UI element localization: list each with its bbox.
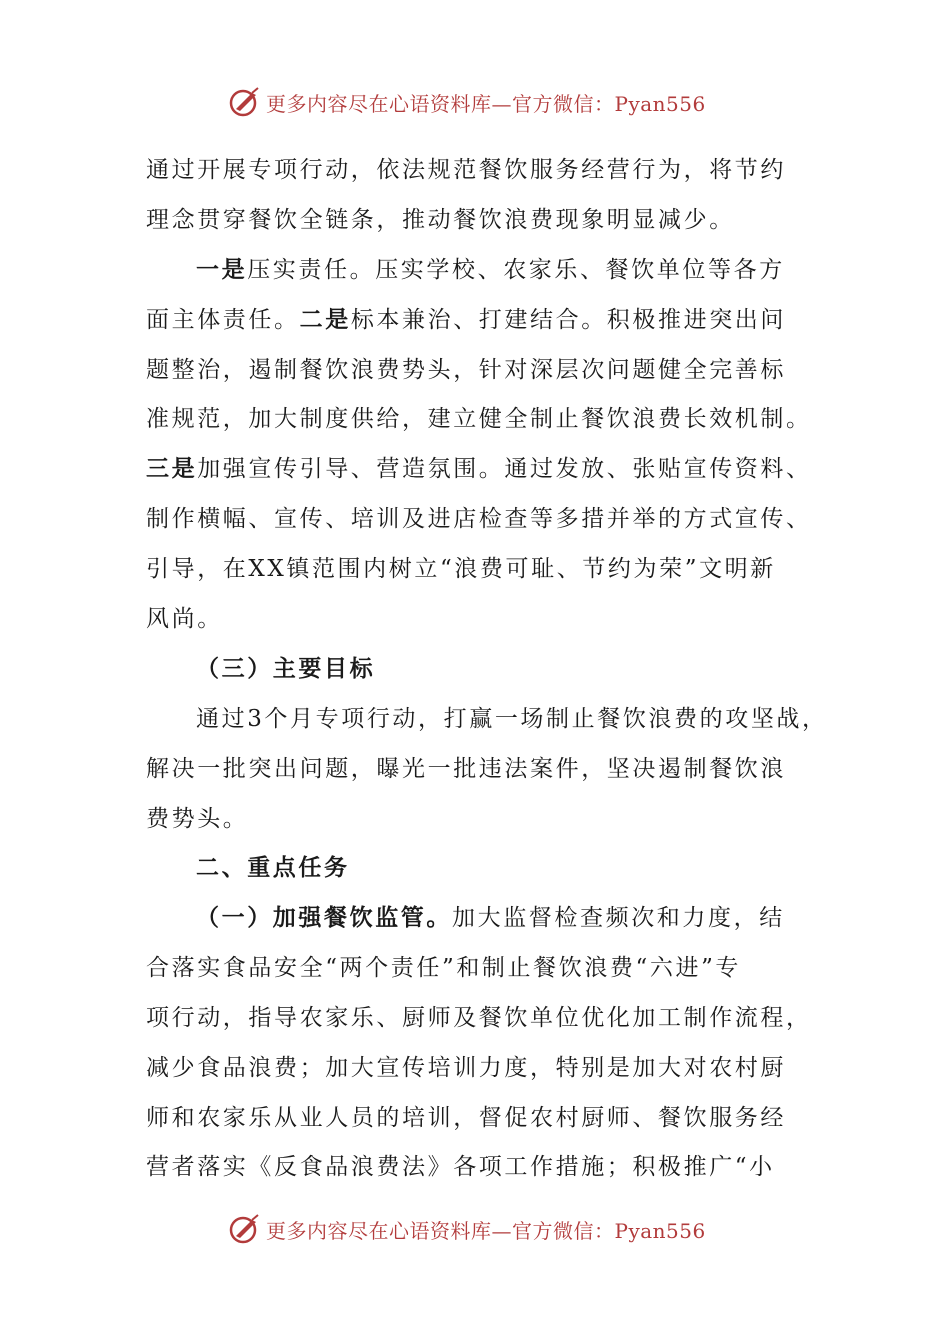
footer-watermark-text: 更多内容尽在心语资料库—官方微信：Pyan556 — [266, 1218, 706, 1243]
paragraph-line: 项行动，指导农家乐、厨师及餐饮单位优化加工制作流程， — [146, 1005, 812, 1031]
paragraph-line: 师和农家乐从业人员的培训，督促农村厨师、餐饮服务经 — [146, 1105, 786, 1131]
text-run: 加强宣传引导、营造氛围。通过发放、张贴宣传资料、 — [197, 456, 812, 482]
pen-logo-icon — [228, 1212, 262, 1246]
paragraph-line: 费势头。 — [146, 806, 249, 832]
header-watermark-text: 更多内容尽在心语资料库—官方微信：Pyan556 — [266, 91, 706, 116]
paragraph-line: 减少食品浪费；加大宣传培训力度，特别是加大对农村厨 — [146, 1055, 786, 1081]
text-run: 面主体责任。 — [146, 307, 300, 333]
paragraph-line: 准规范，加大制度供给，建立健全制止餐饮浪费长效机制。 — [146, 406, 812, 432]
paragraph-line: 理念贯穿餐饮全链条，推动餐饮浪费现象明显减少。 — [146, 207, 735, 233]
paragraph-line: 风尚。 — [146, 606, 223, 632]
emphasis-label: （一）加强餐饮监管。 — [196, 904, 452, 931]
pen-logo-icon — [228, 85, 262, 119]
text-run: 压实责任。压实学校、农家乐、餐饮单位等各方 — [247, 257, 785, 283]
paragraph-line: 通过开展专项行动，依法规范餐饮服务经营行为，将节约 — [146, 157, 786, 183]
section-heading: 二、重点任务 — [196, 854, 350, 881]
footer-watermark — [228, 1209, 728, 1249]
paragraph-line: 营者落实《反食品浪费法》各项工作措施；积极推广“小 — [146, 1154, 775, 1180]
paragraph-line: 制作横幅、宣传、培训及进店检查等多措并举的方式宣传、 — [146, 506, 812, 532]
paragraph-line — [146, 305, 786, 335]
paragraph-line — [196, 903, 785, 933]
header-watermark — [228, 82, 728, 122]
paragraph-line — [146, 454, 812, 484]
paragraph-line: 题整治，遏制餐饮浪费势头，针对深层次问题健全完善标 — [146, 357, 786, 383]
paragraph-line: 引导，在XX镇范围内树立“浪费可耻、节约为荣”文明新 — [146, 556, 776, 582]
emphasis-label: 一是 — [196, 256, 248, 283]
paragraph-line: 解决一批突出问题，曝光一批违法案件，坚决遏制餐饮浪 — [146, 756, 786, 782]
emphasis-label: 三是 — [146, 455, 198, 482]
paragraph-line: 合落实食品安全“两个责任”和制止餐饮浪费“六进”专 — [146, 955, 742, 981]
section-heading: （三）主要目标 — [196, 655, 376, 682]
text-run: 标本兼治、打建结合。积极推进突出问 — [350, 307, 787, 333]
emphasis-label: 二是 — [299, 306, 351, 333]
paragraph-line — [196, 255, 785, 285]
text-run: 加大监督检查频次和力度，结 — [452, 905, 785, 931]
paragraph-line: 通过3个月专项行动，打赢一场制止餐饮浪费的攻坚战， — [196, 706, 828, 732]
